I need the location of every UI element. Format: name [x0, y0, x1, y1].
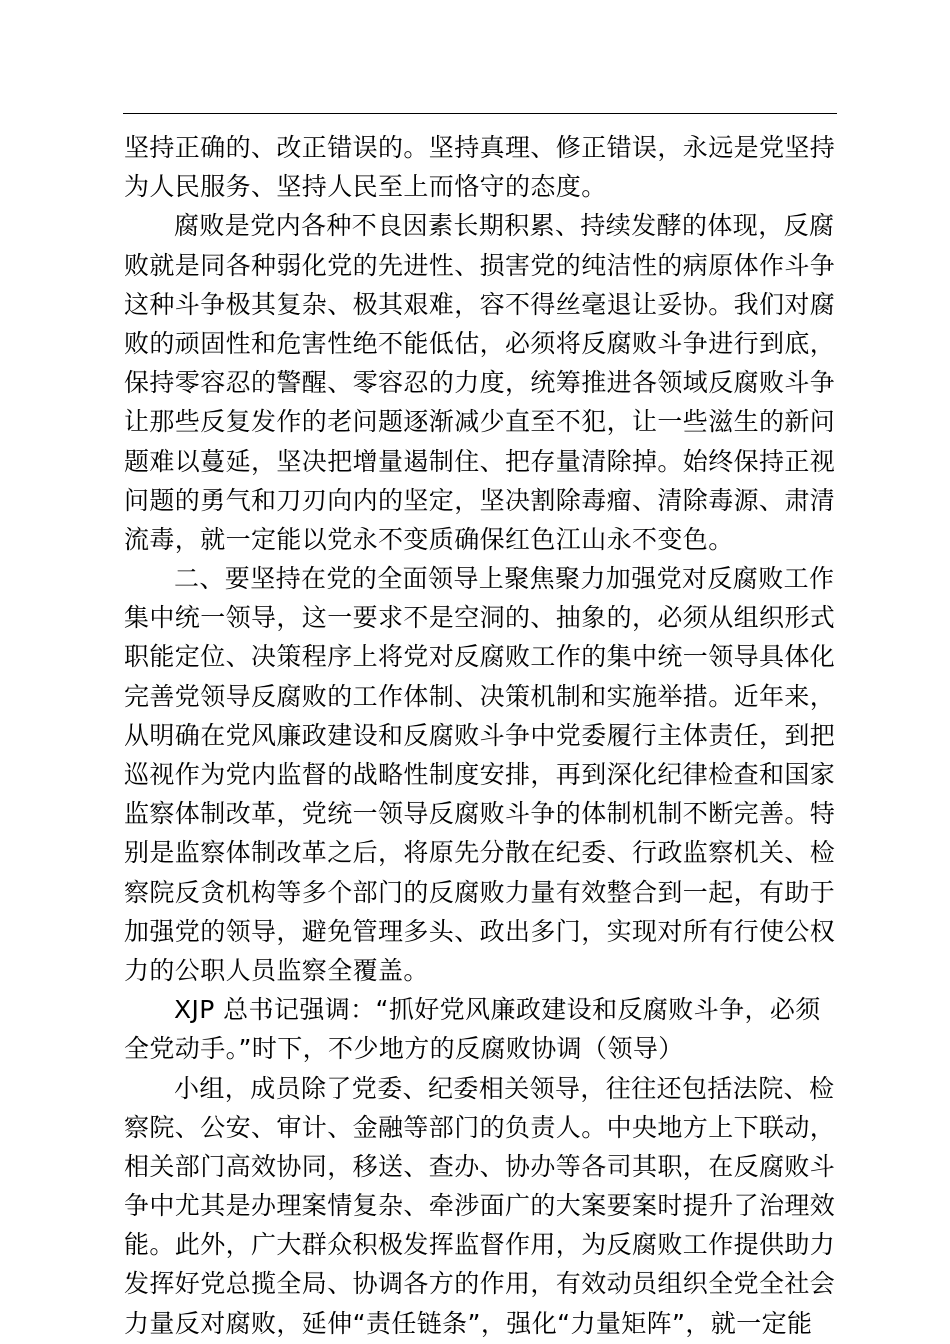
text-line: 让那些反复发作的老问题逐渐减少直至不犯，让一些滋生的新问	[124, 407, 836, 437]
text-line: 流毒，就一定能以党永不变质确保红色江山永不变色。	[124, 524, 734, 554]
text-line: 坚持正确的、改正错误的。坚持真理、修正错误，永远是党坚持	[124, 133, 836, 162]
text-line: 力量反对腐败，延伸“责任链条”，强化“力量矩阵”，就一定能	[124, 1308, 813, 1338]
text-line: 相关部门高效协同，移送、查办、协办等各司其职，在反腐败斗	[124, 1151, 836, 1181]
text-line: 力的公职人员监察全覆盖。	[124, 955, 429, 985]
text-line: 职能定位、决策程序上将党对反腐败工作的集中统一领导具体化	[124, 642, 836, 672]
text-line: 腐败是党内各种不良因素长期积累、持续发酵的体现，反腐	[174, 211, 835, 241]
header-rule	[123, 113, 837, 114]
text-line: 监察体制改革，党统一领导反腐败斗争的体制机制不断完善。特	[124, 799, 836, 829]
text-line: 问题的勇气和刀刃向内的坚定，坚决割除毒瘤、清除毒源、肃清	[124, 485, 836, 515]
text-line: 二、要坚持在党的全面领导上聚焦聚力加强党对反腐败工作	[174, 564, 835, 594]
text-line: 发挥好党总揽全局、协调各方的作用，有效动员组织全党全社会	[124, 1269, 836, 1299]
text-line: 别是监察体制改革之后，将原先分散在纪委、行政监察机关、检	[124, 838, 836, 868]
text-line: 能。此外，广大群众积极发挥监督作用，为反腐败工作提供助力	[124, 1230, 836, 1260]
text-line: 这种斗争极其复杂、极其艰难，容不得丝毫退让妥协。我们对腐	[124, 289, 836, 319]
text-line: 为人民服务、坚持人民至上而恪守的态度。	[124, 172, 607, 202]
text-line: 完善党领导反腐败的工作体制、决策机制和实施举措。近年来，	[124, 681, 836, 711]
text-line: 全党动手。”时下，不少地方的反腐败协调（领导）	[124, 1034, 684, 1064]
text-line: 小组，成员除了党委、纪委相关领导，往往还包括法院、检	[174, 1073, 835, 1103]
text-line: 加强党的领导，避免管理多头、政出多门，实现对所有行使公权	[124, 916, 836, 946]
text-line: XJP 总书记强调：“抓好党风廉政建设和反腐败斗争，必须	[174, 995, 821, 1025]
text-line: 从明确在党风廉政建设和反腐败斗争中党委履行主体责任，到把	[124, 720, 836, 750]
text-line: 集中统一领导，这一要求不是空洞的、抽象的，必须从组织形式	[124, 603, 836, 633]
text-line: 保持零容忍的警醒、零容忍的力度，统筹推进各领域反腐败斗争	[124, 368, 836, 398]
text-line: 争中尤其是办理案情复杂、牵涉面广的大案要案时提升了治理效	[124, 1191, 836, 1221]
text-line: 察院反贪机构等多个部门的反腐败力量有效整合到一起，有助于	[124, 877, 836, 907]
document-body	[124, 128, 837, 1343]
text-line: 题难以蔓延，坚决把增量遏制住、把存量清除掉。始终保持正视	[124, 446, 836, 476]
text-line: 败就是同各种弱化党的先进性、损害党的纯洁性的病原体作斗争	[124, 250, 836, 280]
text-line: 败的顽固性和危害性绝不能低估，必须将反腐败斗争进行到底，	[124, 328, 836, 358]
text-line: 察院、公安、审计、金融等部门的负责人。中央地方上下联动，	[124, 1112, 836, 1142]
text-line: 巡视作为党内监督的战略性制度安排，再到深化纪律检查和国家	[124, 760, 836, 789]
